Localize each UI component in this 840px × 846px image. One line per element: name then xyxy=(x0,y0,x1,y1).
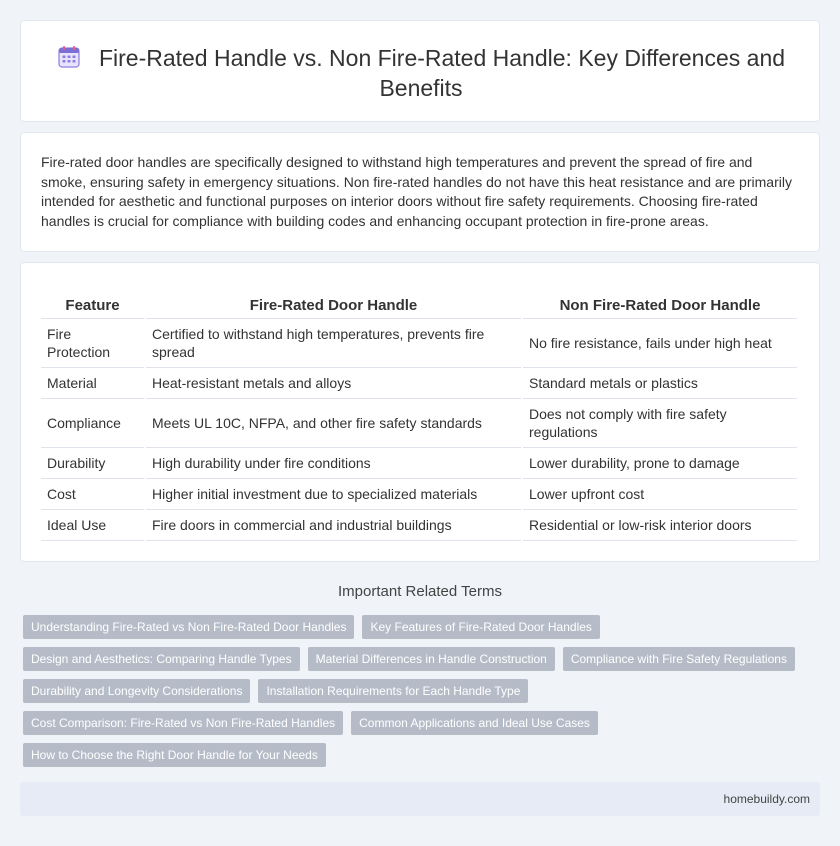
feature-cell: Fire Protection xyxy=(41,319,145,368)
related-terms-list xyxy=(23,615,803,767)
fire-rated-cell: Fire doors in commercial and industrial buildings xyxy=(145,510,522,541)
non-fire-rated-cell: Lower durability, prone to damage xyxy=(522,448,797,479)
fire-rated-cell: Heat-resistant metals and alloys xyxy=(145,368,522,399)
intro-card xyxy=(20,132,820,252)
fire-rated-cell: Higher initial investment due to specialized materials xyxy=(145,479,522,510)
table-header-row xyxy=(41,294,797,319)
non-fire-rated-cell: Residential or low-risk interior doors xyxy=(522,510,797,541)
feature-cell: Material xyxy=(41,368,145,399)
related-term-tag[interactable]: How to Choose the Right Door Handle for Your Needs xyxy=(23,743,326,767)
non-fire-rated-cell: Lower upfront cost xyxy=(522,479,797,510)
related-terms-title: Important Related Terms xyxy=(338,583,502,600)
related-term-tag[interactable]: Material Differences in Handle Construction xyxy=(308,647,555,671)
table-row xyxy=(41,479,797,510)
fire-rated-cell: High durability under fire conditions xyxy=(145,448,522,479)
feature-cell: Compliance xyxy=(41,399,145,448)
header-non-fire-rated: Non Fire-Rated Door Handle xyxy=(522,294,797,319)
header-fire-rated: Fire-Rated Door Handle xyxy=(145,294,522,319)
footer-site-link[interactable]: homebuildy.com xyxy=(723,792,810,806)
table-row xyxy=(41,448,797,479)
header-feature: Feature xyxy=(41,294,145,319)
related-term-tag[interactable]: Compliance with Fire Safety Regulations xyxy=(563,647,795,671)
table-row xyxy=(41,510,797,541)
related-term-tag[interactable]: Durability and Longevity Considerations xyxy=(23,679,250,703)
related-term-tag[interactable]: Installation Requirements for Each Handle Type xyxy=(258,679,528,703)
calendar-icon xyxy=(57,45,81,69)
non-fire-rated-cell: No fire resistance, fails under high heat xyxy=(522,319,797,368)
comparison-table xyxy=(41,294,797,541)
related-term-tag[interactable]: Key Features of Fire-Rated Door Handles xyxy=(362,615,599,639)
page-title xyxy=(51,43,791,103)
feature-cell: Cost xyxy=(41,479,145,510)
page-title-text: Fire-Rated Handle vs. Non Fire-Rated Handle: Key Differences and Benefits xyxy=(98,45,786,101)
related-term-tag[interactable]: Cost Comparison: Fire-Rated vs Non Fire-Rated Handles xyxy=(23,711,343,735)
feature-cell: Durability xyxy=(41,448,145,479)
table-row xyxy=(41,368,797,399)
related-term-tag[interactable]: Design and Aesthetics: Comparing Handle Types xyxy=(23,647,300,671)
non-fire-rated-cell: Does not comply with fire safety regulations xyxy=(522,399,797,448)
footer xyxy=(20,782,820,816)
related-term-tag[interactable]: Understanding Fire-Rated vs Non Fire-Rated Door Handles xyxy=(23,615,354,639)
fire-rated-cell: Certified to withstand high temperatures, prevents fire spread xyxy=(145,319,522,368)
non-fire-rated-cell: Standard metals or plastics xyxy=(522,368,797,399)
intro-paragraph: Fire-rated door handles are specifically designed to withstand high temperatures and prevent the spread of fire and smoke, ensuring safety in emergency situations. Non fire-rated handles do not have this heat resistance and are primarily intended for aesthetic and functional purposes on interior doors without fire safety requirements. Choosing fire-rated handles is crucial for compliance with building codes and enhancing occupant protection in fire-prone areas. xyxy=(41,154,792,229)
comparison-card xyxy=(20,262,820,562)
related-term-tag[interactable]: Common Applications and Ideal Use Cases xyxy=(351,711,598,735)
feature-cell: Ideal Use xyxy=(41,510,145,541)
fire-rated-cell: Meets UL 10C, NFPA, and other fire safety standards xyxy=(145,399,522,448)
title-card xyxy=(20,20,820,122)
table-row xyxy=(41,399,797,448)
table-row xyxy=(41,319,797,368)
